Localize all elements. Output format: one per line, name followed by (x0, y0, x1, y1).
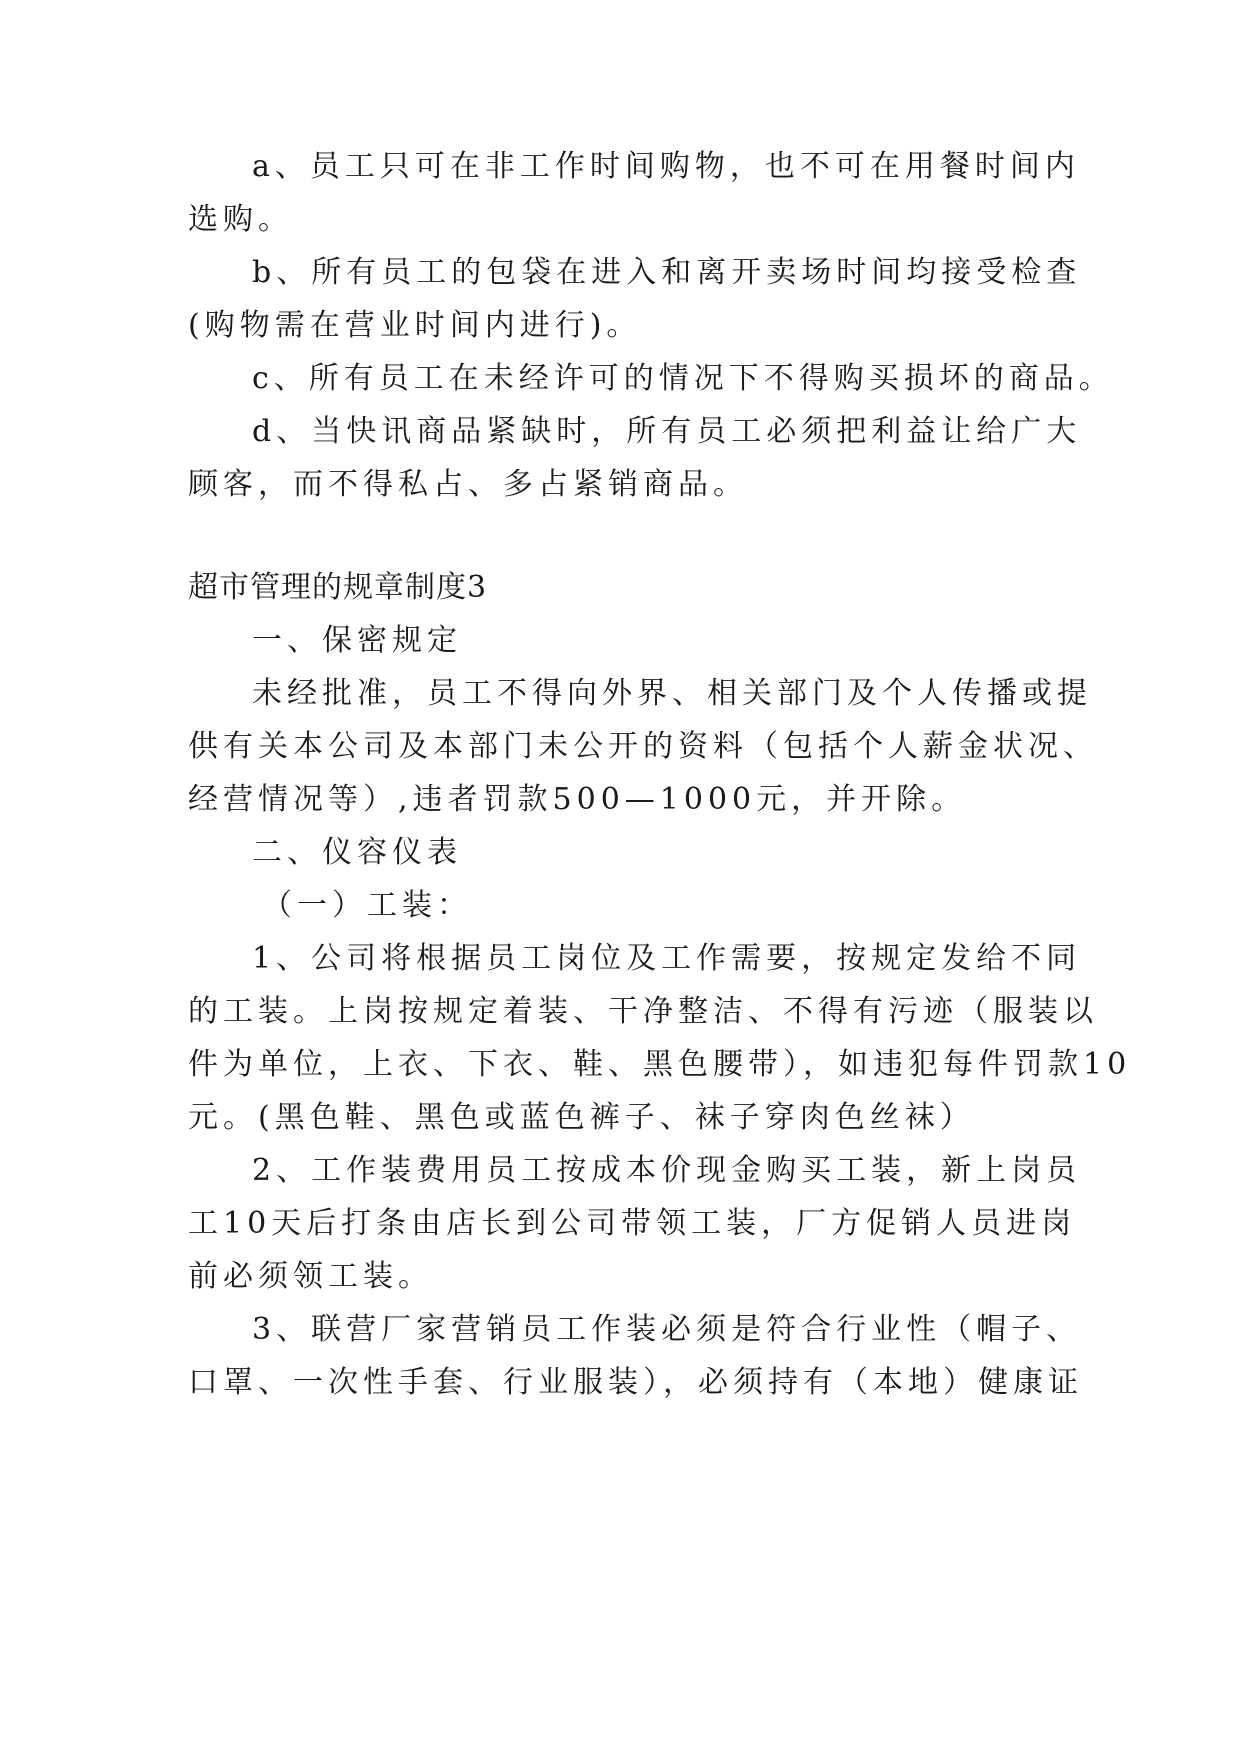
paragraph-line: 1、公司将根据员工岗位及工作需要，按规定发给不同 (252, 941, 1082, 976)
paragraph-line: 元。(黑色鞋、黑色或蓝色裤子、袜子穿肉色丝袜） (188, 1100, 975, 1135)
paragraph-line: b、所有员工的包袋在进入和离开卖场时间均接受检查 (252, 255, 1082, 290)
subsection-heading: （一）工装： (262, 888, 472, 923)
paragraph-line: 口罩、一次性手套、行业服装），必须持有（本地）健康证 (188, 1365, 1083, 1400)
paragraph-line: 未经批准，员工不得向外界、相关部门及个人传播或提 (252, 676, 1092, 711)
paragraph-line: (购物需在营业时间内进行)。 (188, 308, 642, 343)
paragraph-line: 选购。 (188, 202, 293, 237)
paragraph-line: 前必须领工装。 (188, 1259, 433, 1294)
paragraph-line: 顾客，而不得私占、多占紧销商品。 (188, 467, 748, 502)
paragraph-line: 工10天后打条由店长到公司带领工装，厂方促销人员进岗 (188, 1206, 1077, 1241)
paragraph-line: 的工装。上岗按规定着装、干净整洁、不得有污迹（服装以 (188, 994, 1098, 1029)
section-title: 超市管理的规章制度3 (188, 570, 488, 605)
section-heading: 一、保密规定 (252, 623, 462, 658)
paragraph-line: 件为单位，上衣、下衣、鞋、黑色腰带），如违犯每件罚款10 (188, 1047, 1132, 1082)
paragraph-line: 3、联营厂家营销员工作装必须是符合行业性（帽子、 (252, 1312, 1082, 1347)
paragraph-line: d、当快讯商品紧缺时，所有员工必须把利益让给广大 (252, 414, 1082, 449)
paragraph-line: a、员工只可在非工作时间购物，也不可在用餐时间内 (252, 149, 1080, 184)
paragraph-line: 2、工作装费用员工按成本价现金购买工装，新上岗员 (252, 1153, 1082, 1188)
paragraph-line: 供有关本公司及本部门未公开的资料（包括个人薪金状况、 (188, 729, 1098, 764)
section-heading: 二、仪容仪表 (252, 835, 462, 870)
paragraph-line: 经营情况等）,违者罚款500—1000元，并开除。 (188, 782, 967, 817)
paragraph-line: c、所有员工在未经许可的情况下不得购买损坏的商品。 (252, 361, 1114, 396)
